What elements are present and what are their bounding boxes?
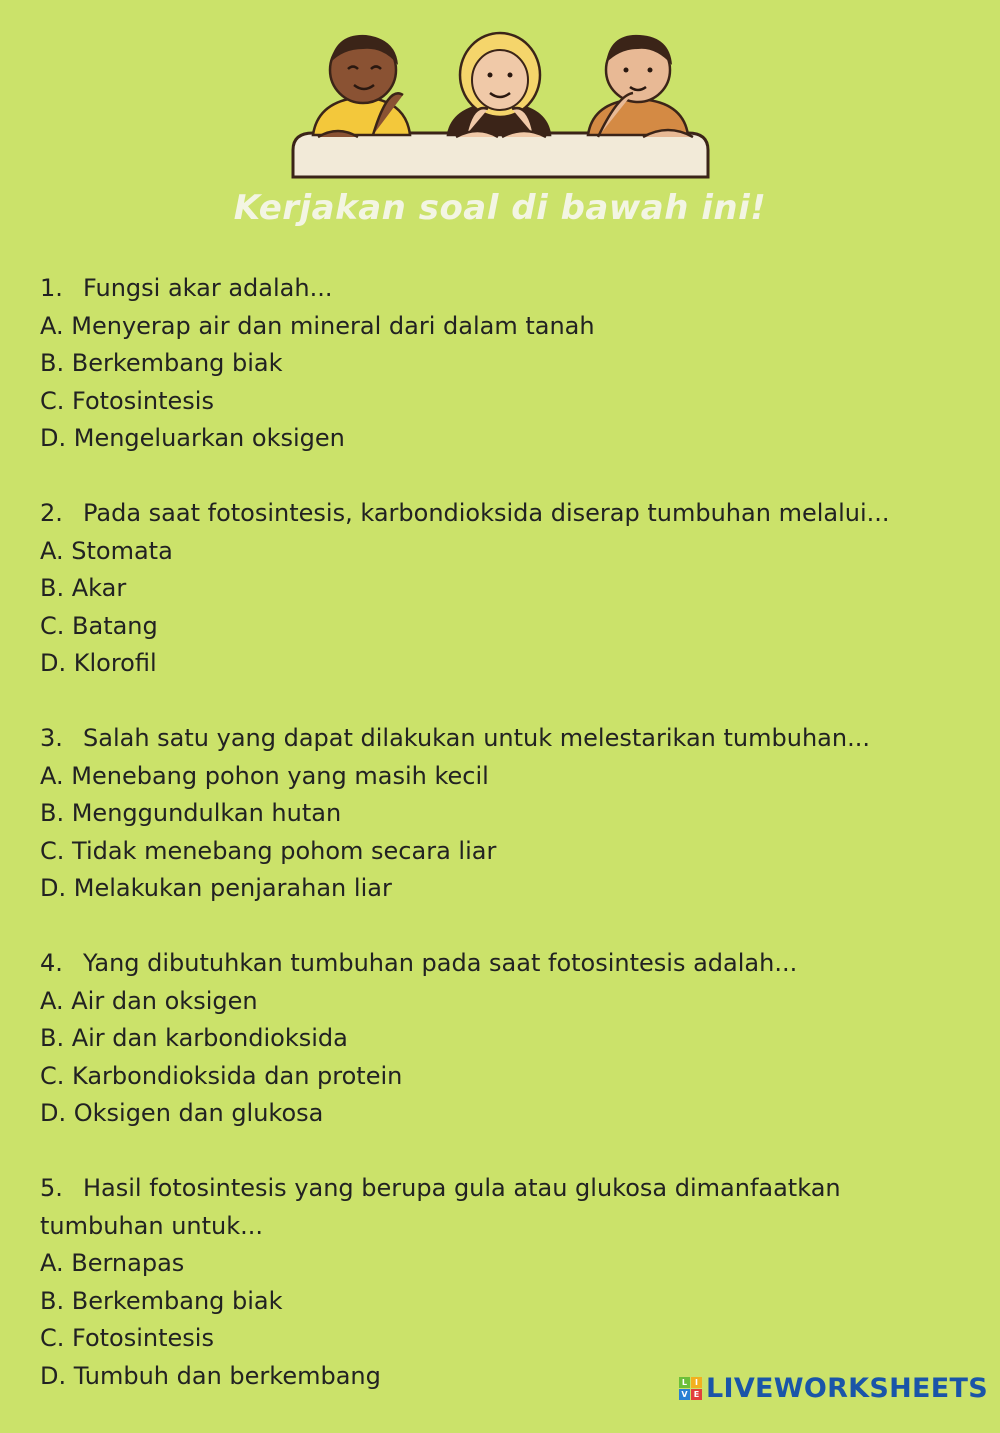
logo-letter-v: V: [679, 1389, 690, 1400]
question-number: 5.: [40, 1174, 63, 1202]
question-line: [40, 945, 960, 983]
question-text: Pada saat fotosintesis, karbondioksida diserap tumbuhan melalui...: [83, 499, 890, 527]
answer-option: B. Menggundulkan hutan: [40, 799, 342, 827]
answer-option: D. Tumbuh dan berkembang: [40, 1361, 381, 1390]
answer-option: C. Fotosintesis: [40, 1324, 214, 1352]
logo-letter-e: E: [691, 1389, 702, 1400]
question-list: [40, 270, 960, 1433]
answer-option: B. Akar: [40, 574, 127, 602]
question-block: [40, 720, 960, 908]
brand-name: LIVEWORKSHEETS: [705, 1373, 988, 1404]
question-number: 1.: [40, 274, 63, 302]
answer-option: B. Berkembang biak: [40, 1286, 283, 1315]
question-line: [40, 1170, 960, 1208]
answer-option: C. Karbondioksida dan protein: [40, 1061, 403, 1090]
question-number: 2.: [40, 499, 63, 527]
question-block: [40, 270, 960, 458]
question-number: 4.: [40, 949, 63, 977]
answer-option: D. Oksigen dan glukosa: [40, 1099, 324, 1127]
question-text-continued: tumbuhan untuk...: [40, 1211, 264, 1240]
children-illustration: [288, 25, 713, 185]
question-block: [40, 495, 960, 683]
answer-option: B. Air dan karbondioksida: [40, 1024, 348, 1052]
answer-option: C. Fotosintesis: [40, 386, 214, 415]
answer-option: A. Air dan oksigen: [40, 986, 258, 1015]
answer-option: A. Menyerap air dan mineral dari dalam tanah: [40, 311, 595, 340]
child-right: [588, 35, 693, 137]
question-text: Salah satu yang dapat dilakukan untuk melestarikan tumbuhan...: [83, 724, 870, 752]
answer-option: D. Klorofil: [40, 649, 157, 677]
answer-option: A. Bernapas: [40, 1249, 185, 1277]
logo-letter-i: I: [691, 1377, 702, 1388]
liveworksheets-logo: [679, 1373, 988, 1404]
answer-option: C. Batang: [40, 611, 158, 640]
question-block: [40, 1170, 960, 1395]
question-text: Fungsi akar adalah...: [83, 274, 333, 302]
page-title: Kerjakan soal di bawah ini!: [233, 188, 767, 228]
question-text: Yang dibutuhkan tumbuhan pada saat fotosintesis adalah...: [83, 949, 798, 977]
question-text: Hasil fotosintesis yang berupa gula atau glukosa dimanfaatkan: [83, 1174, 841, 1202]
question-line: [40, 495, 960, 533]
answer-option: C. Tidak menebang pohom secara liar: [40, 836, 497, 865]
answer-option: A. Menebang pohon yang masih kecil: [40, 761, 489, 790]
child-middle: [448, 33, 550, 137]
question-block: [40, 945, 960, 1133]
logo-letter-l: L: [679, 1377, 690, 1388]
answer-option: B. Berkembang biak: [40, 349, 283, 377]
child-left: [313, 35, 410, 137]
question-line: [40, 720, 960, 758]
answer-option: D. Melakukan penjarahan liar: [40, 874, 392, 902]
question-line: [40, 270, 960, 308]
answer-option: D. Mengeluarkan oksigen: [40, 424, 345, 452]
logo-grid-icon: [679, 1377, 702, 1400]
question-number: 3.: [40, 724, 63, 752]
answer-option: A. Stomata: [40, 536, 173, 565]
